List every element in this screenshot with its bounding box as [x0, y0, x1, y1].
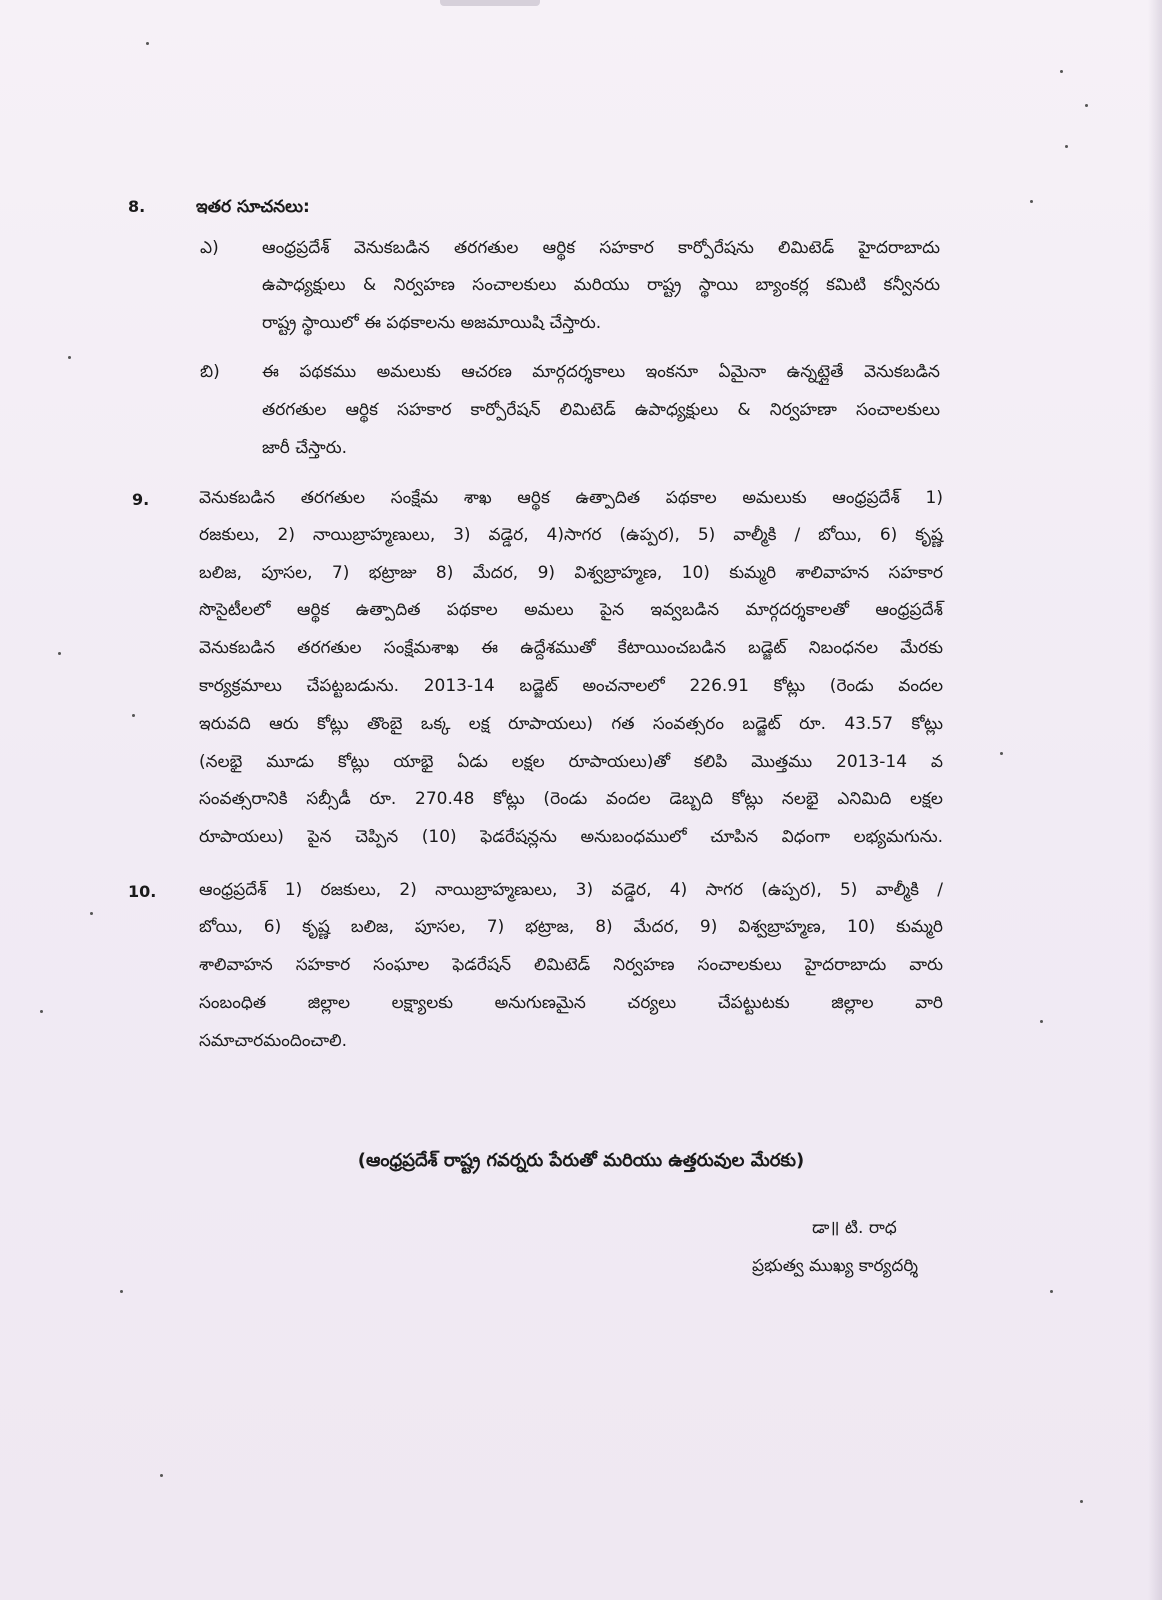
section-10-number: 10.	[128, 882, 157, 901]
scan-speck	[160, 1474, 163, 1477]
section-9-number: 9.	[132, 490, 150, 509]
section-9-line-9: సంవత్సరానికి సబ్సీడీ రూ. 270.48 కోట్లు (రెండు వందల డెబ్బది కోట్లు నలభై ఎనిమిది లక్షల	[199, 789, 943, 809]
item-a-line-1: ఆంధ్రప్రదేశ్ వెనుకబడిన తరగతుల ఆర్థిక సహకార కార్పోరేషను లిమిటెడ్ హైదరాబాదు	[262, 238, 940, 258]
item-a-line-3: రాష్ట్ర స్థాయిలో ఈ పథకాలను అజమాయిషి చేస్తారు.	[262, 313, 602, 333]
page-edge-shadow	[1148, 0, 1162, 1600]
scan-speck	[40, 1010, 43, 1013]
section-8-heading: ఇతర సూచనలు:	[196, 197, 310, 217]
item-a-marker: ఎ)	[200, 238, 219, 258]
item-b-line-1: ఈ పథకము అమలుకు ఆచరణ మార్గదర్శకాలు ఇంకనూ ఏమైనా ఉన్నట్లైతే వెనుకబడిన	[262, 362, 940, 382]
scan-speck	[146, 42, 149, 45]
section-9-line-5: వెనుకబడిన తరగతుల సంక్షేమశాఖ ఈ ఉద్దేశముతో కేటాయించబడిన బడ్జెట్ నిబంధనల మేరకు	[199, 638, 943, 658]
scan-speck	[120, 1290, 123, 1293]
closing-line: (ఆంధ్రప్రదేశ్ రాష్ట్ర గవర్నరు పేరుతో మరియు ఉత్తరువుల మేరకు)	[357, 1150, 805, 1171]
scan-speck	[90, 912, 93, 915]
section-8-number: 8.	[128, 197, 146, 216]
section-9-line-8: (నలభై మూడు కోట్లు యాభై ఏడు లక్షల రూపాయలు)తో కలిపి మొత్తము 2013-14 వ	[199, 752, 943, 772]
scan-speck	[132, 714, 135, 717]
scan-speck	[1065, 145, 1068, 148]
section-10-line-3: శాలివాహన సహకార సంఘాల ఫెడరేషన్ లిమిటెడ్ నిర్వహణ సంచాలకులు హైదరాబాదు వారు	[199, 955, 943, 975]
section-9-line-1: వెనుకబడిన తరగతుల సంక్షేమ శాఖ ఆర్థిక ఉత్పాదిత పథకాల అమలుకు ఆంధ్రప్రదేశ్ 1)	[199, 488, 943, 508]
scan-speck	[1040, 1020, 1043, 1023]
section-9-line-10: రూపాయలు) పైన చెప్పిన (10) ఫెడరేషన్లను అనుబంధములో చూపిన విధంగా లభ్యమగును.	[199, 827, 943, 847]
scan-speck	[58, 652, 61, 655]
item-b-line-3: జారీ చేస్తారు.	[262, 438, 348, 458]
item-a-line-2: ఉపాధ్యక్షులు & నిర్వహణ సంచాలకులు మరియు రాష్ట్ర స్థాయి బ్యాంకర్ల కమిటి కన్వీనరు	[262, 275, 940, 295]
signatory-designation: ప్రభుత్వ ముఖ్య కార్యదర్శి	[752, 1256, 918, 1276]
section-10-line-5: సమాచారమందించాలి.	[199, 1031, 348, 1051]
section-9-line-2: రజకులు, 2) నాయిబ్రాహ్మణులు, 3) వడ్డెర, 4)సాగర (ఉప్పర), 5) వాల్మీకి / బోయి, 6) కృష్ణ	[199, 525, 943, 545]
item-b-line-2: తరగతుల ఆర్థిక సహకార కార్పోరేషన్ లిమిటెడ్ ఉపాధ్యక్షులు & నిర్వహణా సంచాలకులు	[262, 400, 940, 420]
scan-speck	[1085, 104, 1088, 107]
signatory-name: డా॥ టి. రాధ	[812, 1218, 897, 1238]
scan-speck	[1030, 200, 1033, 203]
section-9-line-6: కార్యక్రమాలు చేపట్టబడును. 2013-14 బడ్జెట్ అంచనాలలో 226.91 కోట్లు (రెండు వందల	[199, 676, 943, 696]
scan-speck	[1060, 70, 1063, 73]
section-10-line-2: బోయి, 6) కృష్ణ బలిజ, పూసల, 7) భట్రాజ, 8) మేదర, 9) విశ్వబ్రాహ్మణ, 10) కుమ్మరి	[199, 917, 943, 937]
section-9-line-7: ఇరువది ఆరు కోట్లు తొంబై ఒక్క లక్ష రూపాయలు) గత సంవత్సరం బడ్జెట్ రూ. 43.57 కోట్లు	[199, 714, 943, 734]
item-b-marker: బి)	[200, 362, 220, 382]
scan-speck	[1080, 1500, 1083, 1503]
section-9-line-4: సొసైటీలలో ఆర్థిక ఉత్పాదిత పథకాల అమలు పైన ఇవ్వబడిన మార్గదర్శకాలతో ఆంధ్రప్రదేశ్	[199, 600, 943, 620]
staple-mark	[440, 0, 540, 6]
scan-speck	[1050, 1290, 1053, 1293]
section-10-line-1: ఆంధ్రప్రదేశ్ 1) రజకులు, 2) నాయిబ్రాహ్మణులు, 3) వడ్డెర, 4) సాగర (ఉప్పర), 5) వాల్మీకి /	[199, 880, 943, 900]
section-9-line-3: బలిజ, పూసల, 7) భట్రాజు 8) మేదర, 9) విశ్వబ్రాహ్మణ, 10) కుమ్మరి శాలివాహన సహకార	[199, 563, 943, 583]
section-10-line-4: సంబంధిత జిల్లాల లక్ష్యాలకు అనుగుణమైన చర్యలు చేపట్టుటకు జిల్లాల వారి	[199, 993, 943, 1013]
scan-speck	[1000, 752, 1003, 755]
scan-speck	[68, 356, 71, 359]
